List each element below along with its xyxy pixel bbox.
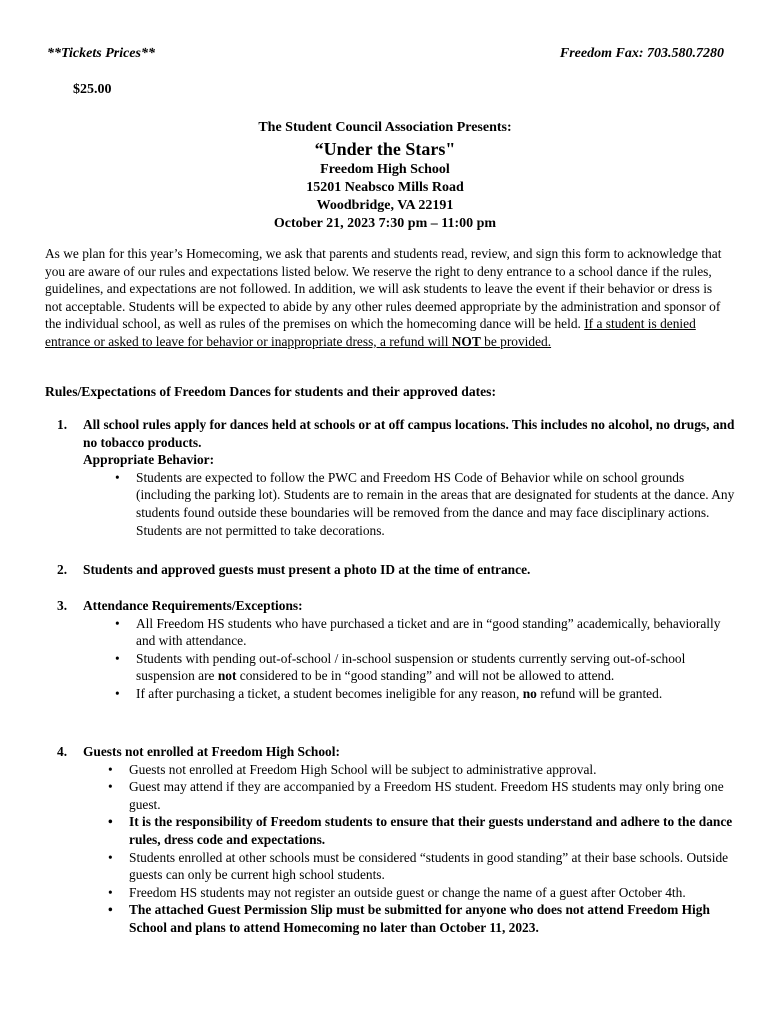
bullet-text: Students with pending out-of-school / in-school suspension or students currently serving out-of-school suspension are	[136, 650, 686, 684]
presenter-line: The Student Council Association Presents:	[258, 120, 512, 135]
list-item	[45, 901, 735, 936]
rule-bullets	[45, 761, 735, 937]
fax-number: Freedom Fax: 703.580.7280	[559, 46, 724, 61]
bullet-text: refund will be granted.	[536, 685, 663, 701]
list-item	[45, 849, 735, 884]
bullet-icon: •	[108, 902, 113, 918]
rule-number: 3.	[57, 598, 68, 613]
school-name: Freedom High School	[320, 162, 450, 177]
bullet-icon: •	[108, 884, 113, 900]
bullet-text: It is the responsibility of Freedom students to ensure that their guests understand and adhere to the dance rules, dress code and expectations.	[129, 814, 733, 847]
bullet-icon: •	[115, 685, 120, 701]
list-item	[45, 884, 735, 902]
rule-4	[45, 743, 735, 937]
bullet-text: The attached Guest Permission Slip must be submitted for anyone who does not attend Freedom High School and plans to attend Homecoming no later than October 11, 2023.	[129, 902, 710, 935]
list-item	[45, 650, 735, 685]
event-name: “Under the Stars"	[314, 139, 456, 159]
bullet-icon: •	[108, 814, 113, 830]
bullet-text: If after purchasing a ticket, a student becomes ineligible for any reason,	[136, 685, 523, 701]
street-address: 15201 Neabsco Mills Road	[306, 180, 464, 195]
ticket-price: $25.00	[73, 82, 112, 97]
list-item	[45, 685, 735, 703]
bullet-emphasis: not	[217, 668, 237, 684]
bullet-text: Guests not enrolled at Freedom High School will be subject to administrative approval.	[129, 761, 597, 777]
event-title-block	[0, 119, 770, 233]
intro-body: As we plan for this year’s Homecoming, we ask that parents and students read, review, and sign this form to acknowledge that you are aware of our rules and expectations listed below. We reserve the right to deny entrance to a school dance if the rules, guidelines, and expectations are not followed. In addition, we will ask students to leave the event if their behavior or dress is not acceptable. Students will be expected to abide by any other rules deemed appropriate by the administration and sponsor of the individual school, as well as rules of the premises on which the homecoming dance will be held.	[45, 246, 722, 332]
rules-heading: Rules/Expectations of Freedom Dances for students and their approved dates:	[45, 384, 496, 399]
bullet-emphasis: no	[522, 685, 537, 701]
bullet-icon: •	[108, 779, 113, 795]
rule-number: 2.	[57, 562, 68, 577]
rule-2	[45, 561, 735, 579]
refund-text-b: be provided.	[480, 333, 552, 349]
rule-3	[45, 597, 735, 703]
refund-not: NOT	[451, 333, 481, 349]
event-datetime: October 21, 2023 7:30 pm – 11:00 pm	[273, 216, 497, 231]
bullet-text: Students are expected to follow the PWC and Freedom HS Code of Behavior while on school grounds (including the parking lot). Students are to remain in the areas that are designated for students at the dance. Any students found outside these boundaries will be removed from the dance and may face disciplinary actions. Students are not permitted to take decorations.	[136, 469, 735, 538]
city-address: Woodbridge, VA 22191	[316, 198, 454, 213]
bullet-text: Freedom HS students may not register an outside guest or change the name of a guest after October 4th.	[129, 884, 686, 900]
rule-1	[45, 416, 735, 539]
list-item	[45, 469, 735, 539]
list-item	[45, 761, 735, 779]
bullet-text: considered to be in “good standing” and will not be allowed to attend.	[236, 668, 615, 684]
rule-title: Students and approved guests must present a photo ID at the time of entrance.	[83, 562, 531, 577]
bullet-icon: •	[108, 761, 113, 777]
list-item	[45, 813, 735, 848]
bullet-icon: •	[115, 650, 120, 666]
rule-number: 1.	[57, 417, 68, 432]
bullet-text: All Freedom HS students who have purchased a ticket and are in “good standing” academically, behaviorally and with attendance.	[136, 615, 721, 649]
refund-text-a: If a student is denied entrance or asked to leave for behavior or inappropriate dress, a refund will	[45, 316, 696, 349]
list-item	[45, 778, 735, 813]
rule-title: Guests not enrolled at Freedom High School:	[83, 744, 340, 759]
rule-title: Attendance Requirements/Exceptions:	[83, 598, 303, 613]
bullet-icon: •	[108, 849, 113, 865]
rule-title: All school rules apply for dances held at schools or at off campus locations. This includes no alcohol, no drugs, and no tobacco products.	[83, 417, 735, 450]
rule-subheading: Appropriate Behavior:	[83, 452, 215, 468]
tickets-prices-label: **Tickets Prices**	[47, 46, 155, 61]
bullet-icon: •	[115, 469, 120, 485]
bullet-text: Guest may attend if they are accompanied by a Freedom HS student. Freedom HS students may only bring one guest.	[129, 779, 724, 812]
intro-paragraph	[45, 245, 725, 351]
list-item	[45, 615, 735, 650]
rule-number: 4.	[57, 744, 68, 759]
rule-bullets	[45, 469, 735, 539]
bullet-text: Students enrolled at other schools must be considered “students in good standing” at their base schools. Outside guests can only be current high school students.	[129, 849, 729, 883]
bullet-icon: •	[115, 615, 120, 631]
rule-bullets	[45, 615, 735, 703]
